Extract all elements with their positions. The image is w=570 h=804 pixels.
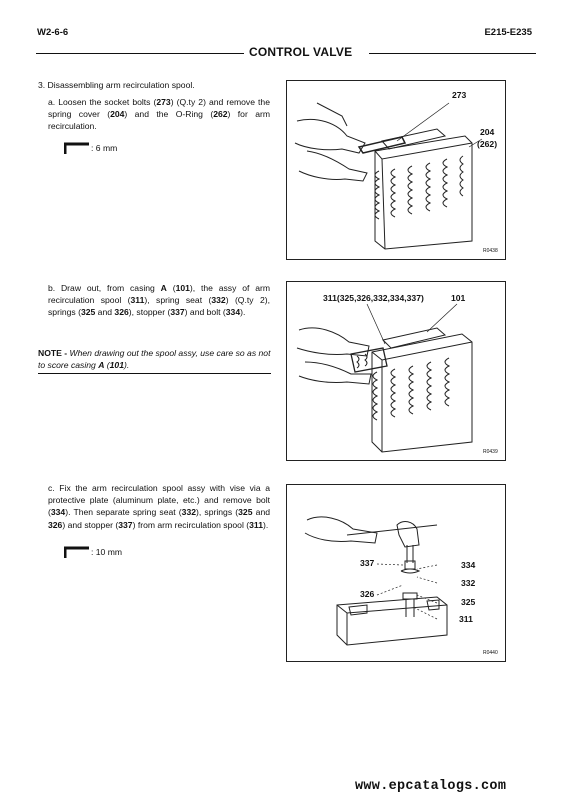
callout-326: 326 (360, 589, 375, 599)
tool-size-c: : 10 mm (91, 547, 123, 557)
note-label: NOTE - (38, 348, 68, 358)
callout-337: 337 (360, 558, 375, 568)
figure-id-b: R0439 (483, 449, 498, 455)
step-c-text: c. Fix the arm recirculation spool assy with vise via a protective plate (aluminum plate, etc.) and remove bolt (334). Then separate spring seat (332), springs (325 and 326) and stopper (337) from arm recirculation spool (311). (48, 483, 270, 530)
note-block: NOTE - When drawing out the spool assy, use care so as not to score casing A (101). (38, 348, 271, 371)
step-b-text: b. Draw out, from casing A (101), the assy of arm recirculation spool (311), spring seat (332) (Q.ty 2), springs (325 and 326), stopper (337) and bolt (334). (48, 283, 270, 318)
valve-block-drawing-a (287, 81, 505, 259)
vise-drawing-c (287, 485, 505, 661)
callout-273: 273 (452, 90, 467, 100)
callout-311-assy: 311(325,326,332,334,337) (323, 293, 424, 303)
callout-262: (262) (477, 139, 498, 149)
callout-204: 204 (480, 127, 495, 137)
callout-332: 332 (461, 578, 476, 588)
note-divider (38, 373, 271, 374)
figure-id-c: R0440 (483, 650, 498, 656)
section-title: CONTROL VALVE (249, 45, 353, 59)
callout-325: 325 (461, 597, 476, 607)
section-title-row (36, 45, 536, 61)
page-code: W2-6-6 (37, 27, 69, 38)
step-a-text: a. Loosen the socket bolts (273) (Q.ty 2) and remove the spring cover (204) and the O-Ring (262) for arm recirculation. (48, 97, 270, 132)
figure-a-spring-cover-removal (286, 80, 506, 260)
valve-block-drawing-b (287, 282, 505, 460)
figure-id-a: R0438 (483, 248, 498, 254)
callout-311: 311 (459, 614, 473, 624)
title-rule-right (369, 53, 536, 54)
tool-size-a: : 6 mm (91, 143, 118, 153)
model-code: E215-E235 (484, 27, 532, 38)
wrench-icon (64, 545, 90, 559)
hex-wrench-icon (64, 141, 90, 155)
watermark: www.epcatalogs.com (355, 779, 507, 794)
figure-c-spool-in-vise (286, 484, 506, 662)
title-rule-left (36, 53, 244, 54)
callout-334: 334 (461, 560, 476, 570)
step-title: 3. Disassembling arm recirculation spool. (38, 80, 195, 90)
figure-b-spool-removal (286, 281, 506, 461)
callout-101: 101 (451, 293, 466, 303)
